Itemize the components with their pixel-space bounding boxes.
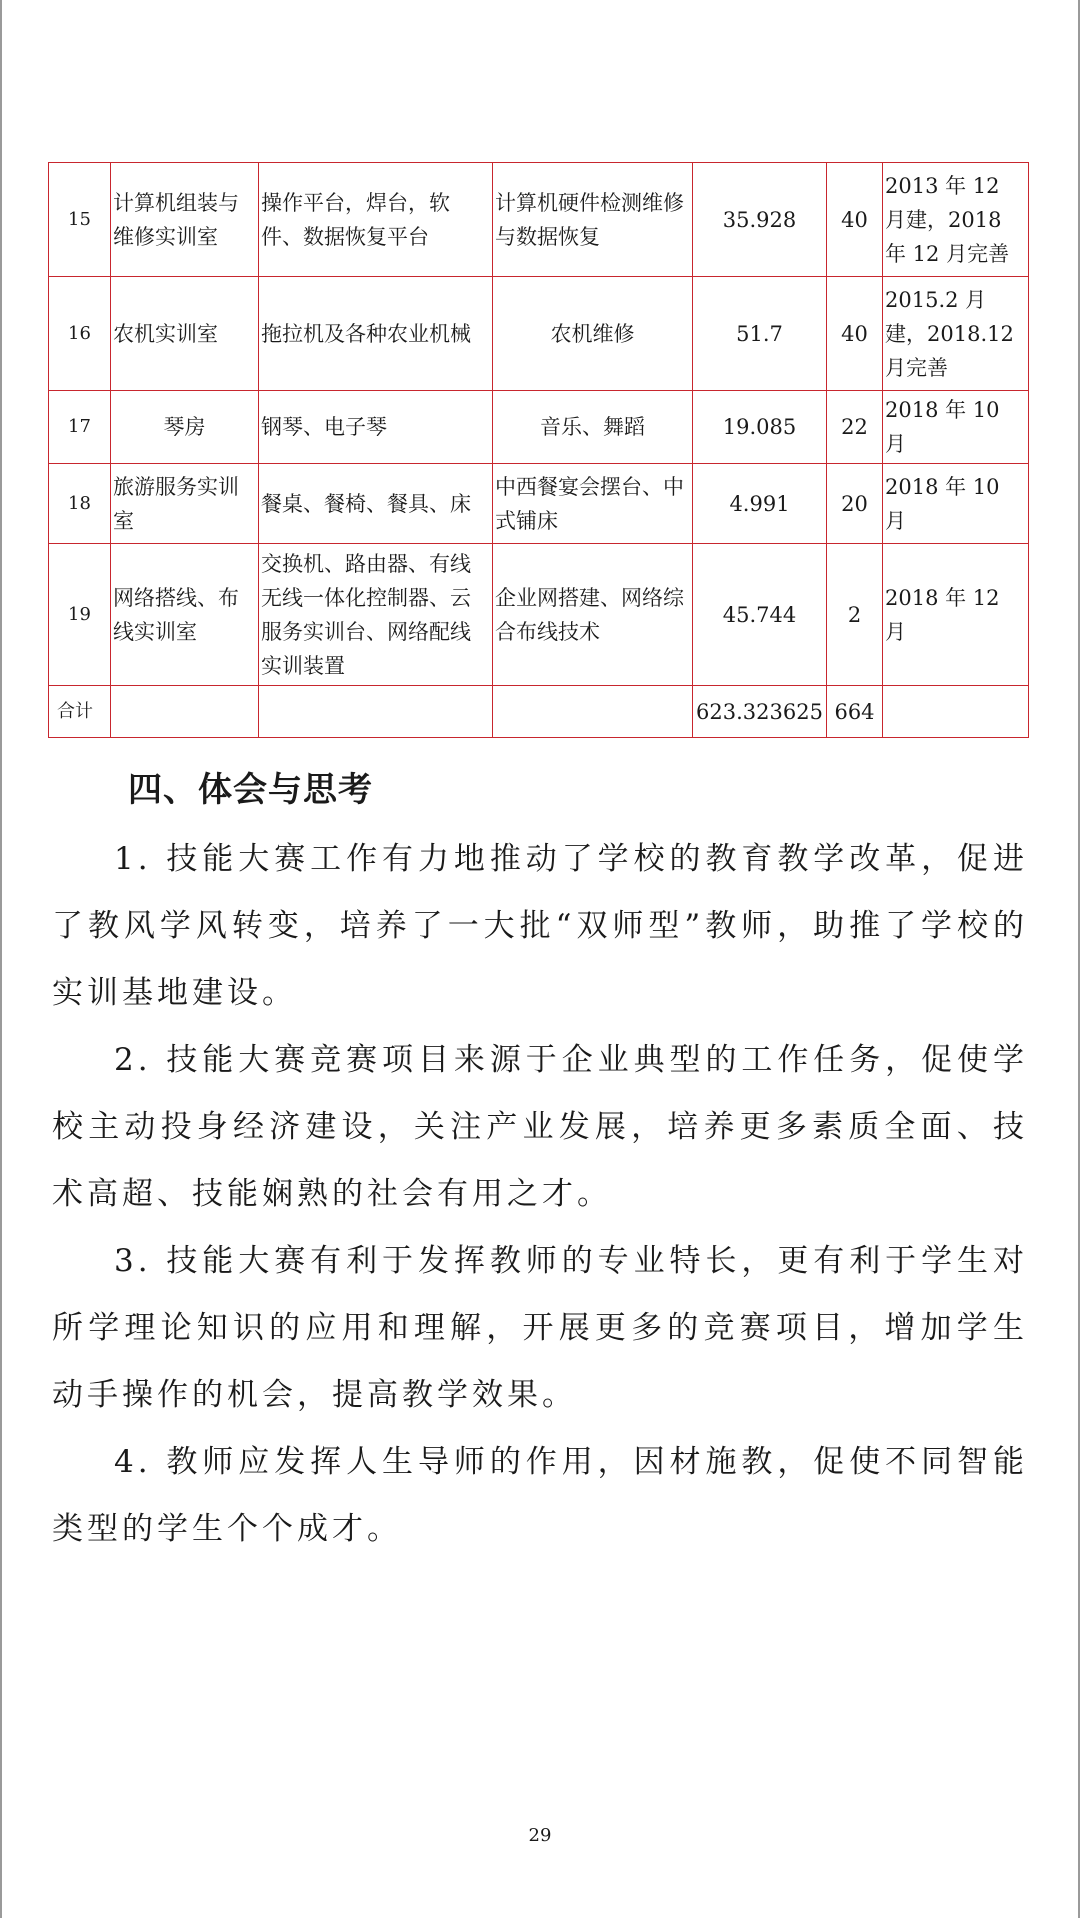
room-name: 计算机组装与维修实训室 [111, 163, 259, 277]
empty-cell [883, 686, 1029, 738]
room-equipment: 餐桌、餐椅、餐具、床 [259, 464, 493, 544]
page-left-border [0, 0, 2, 1918]
page-number: 29 [528, 1825, 552, 1846]
build-date: 2015.2 月建，2018.12 月完善 [883, 277, 1029, 391]
empty-cell [259, 686, 493, 738]
training-project: 中西餐宴会摆台、中式铺床 [493, 464, 693, 544]
room-equipment: 操作平台，焊台，软件、数据恢复平台 [259, 163, 493, 277]
room-name: 网络搭线、布线实训室 [111, 544, 259, 686]
empty-cell [493, 686, 693, 738]
table-total-row [49, 686, 1029, 738]
paragraph: 3. 技能大赛有利于发挥教师的专业特长，更有利于学生对所学理论知识的应用和理解，开展更多的竞赛项目，增加学生动手操作的机会，提高教学效果。 [52, 1243, 1028, 1413]
paragraph: 4. 教师应发挥人生导师的作用，因材施教，促使不同智能类型的学生个个成才。 [52, 1444, 1028, 1547]
total-stations: 664 [827, 686, 883, 738]
section-body [52, 826, 1028, 1563]
workstation-count: 20 [827, 464, 883, 544]
room-name: 琴房 [111, 391, 259, 464]
equipment-value: 35.928 [693, 163, 827, 277]
training-room-table [48, 162, 1029, 738]
workstation-count: 40 [827, 277, 883, 391]
row-number: 17 [49, 391, 111, 464]
total-value: 623.323625 [693, 686, 827, 738]
workstation-count: 40 [827, 163, 883, 277]
equipment-value: 51.7 [693, 277, 827, 391]
workstation-count: 22 [827, 391, 883, 464]
section-title: 四、体会与思考 [128, 770, 373, 810]
room-name: 农机实训室 [111, 277, 259, 391]
workstation-count: 2 [827, 544, 883, 686]
table-row [49, 163, 1029, 277]
equipment-value: 45.744 [693, 544, 827, 686]
table-row [49, 277, 1029, 391]
table-row [49, 391, 1029, 464]
empty-cell [111, 686, 259, 738]
build-date: 2018 年 10 月 [883, 464, 1029, 544]
row-number: 15 [49, 163, 111, 277]
table-row [49, 544, 1029, 686]
room-equipment: 钢琴、电子琴 [259, 391, 493, 464]
row-number: 19 [49, 544, 111, 686]
table-row [49, 464, 1029, 544]
training-project: 企业网搭建、网络综合布线技术 [493, 544, 693, 686]
paragraph: 1. 技能大赛工作有力地推动了学校的教育教学改革，促进了教风学风转变，培养了一大批“双师型”教师，助推了学校的实训基地建设。 [52, 841, 1028, 1011]
build-date: 2013 年 12 月建，2018 年 12 月完善 [883, 163, 1029, 277]
build-date: 2018 年 12 月 [883, 544, 1029, 686]
equipment-value: 19.085 [693, 391, 827, 464]
row-number: 18 [49, 464, 111, 544]
training-project: 音乐、舞蹈 [493, 391, 693, 464]
total-label: 合计 [49, 686, 111, 738]
row-number: 16 [49, 277, 111, 391]
room-equipment: 交换机、路由器、有线无线一体化控制器、云服务实训台、网络配线实训装置 [259, 544, 493, 686]
paragraph: 2. 技能大赛竞赛项目来源于企业典型的工作任务，促使学校主动投身经济建设，关注产业发展，培养更多素质全面、技术高超、技能娴熟的社会有用之才。 [52, 1042, 1028, 1212]
equipment-value: 4.991 [693, 464, 827, 544]
room-name: 旅游服务实训室 [111, 464, 259, 544]
room-equipment: 拖拉机及各种农业机械 [259, 277, 493, 391]
training-project: 计算机硬件检测维修与数据恢复 [493, 163, 693, 277]
build-date: 2018 年 10 月 [883, 391, 1029, 464]
training-project: 农机维修 [493, 277, 693, 391]
